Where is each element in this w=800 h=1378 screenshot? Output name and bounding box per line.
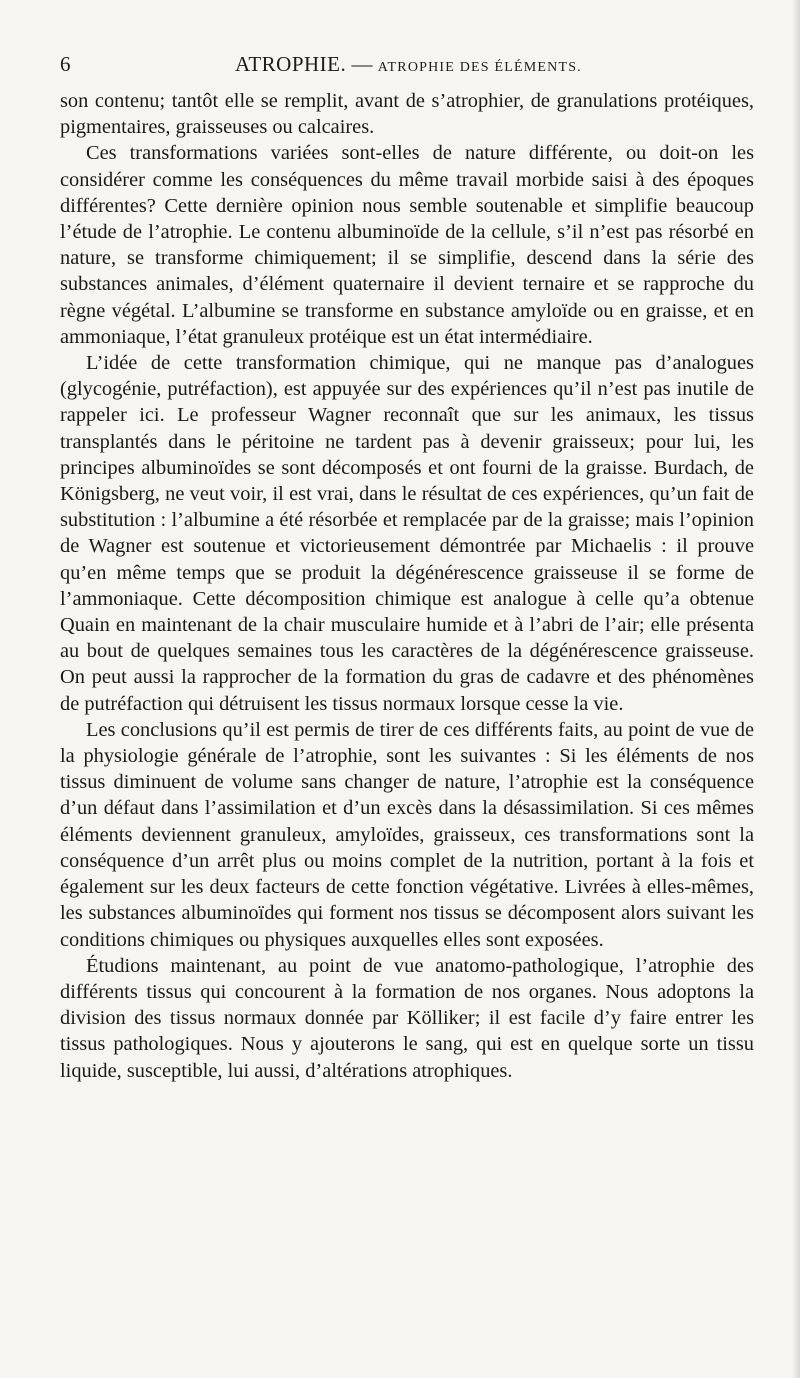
running-head-title: ATROPHIE. [235,52,347,76]
paragraph-3: L’idée de cette transformation chimique, qui ne manque pas d’analogues (glycogénie, putréfaction), est appuyée sur des expériences qu’il n’est pas inutile de rappeler ici. Le professeur Wagner reconnaît que sur les animaux, les tissus transplantés dans le péritoine ne tardent pas à devenir graisseux; pour lui, les principes albuminoïdes se sont décomposés et ont fourni de la graisse. Burdach, de Königsberg, ne veut voir, il est vrai, dans le résultat de ces expériences, qu’un fait de substitution : l’albumine a été résorbée et remplacée par de la graisse; mais l’opinion de Wagner est soutenue et victorieusement démontrée par Michaelis : il prouve qu’en même temps que se produit la dégénérescence graisseuse il se forme de l’ammoniaque. Cette décomposition chimique est analogue à celle qu’a obtenue Quain en maintenant de la chair musculaire humide et à l’abri de l’air; elle présenta au bout de quelques semaines tous les caractères de la dégénérescence graisseuse. On peut aussi la rapprocher de la formation du gras de cadavre et des phénomènes de putréfaction qui détruisent les tissus normaux lorsque cesse la vie. [60,352,754,715]
paragraph-5: Étudions maintenant, au point de vue anatomo-pathologique, l’atrophie des différents tissus qui concourent à la formation de nos organes. Nous adoptons la division des tissus normaux donnée par Kölliker; il est facile d’y faire entrer les tissus pathologiques. Nous y ajouterons le sang, qui est en quelque sorte un tissu liquide, susceptible, lui aussi, d’altérations atrophiques. [60,954,754,1082]
paragraph-1: son contenu; tantôt elle se remplit, avant de s’atrophier, de granulations protéiques, pigmentaires, graisseuses ou calcaires. [60,90,754,139]
paragraph-2: Ces transformations variées sont-elles de nature différente, ou doit-on les considérer comme les conséquences du même travail morbide saisi à des époques différentes? Cette dernière opinion nous semble soutenable et simplifie beaucoup l’étude de l’atrophie. Le contenu albuminoïde de la cellule, s’il n’est pas résorbé en nature, se transforme chimiquement; il se simplifie, descend dans la série des substances animales, d’élément quaternaire il devient ternaire et se rapproche du règne végétal. L’albumine se transforme en substance amyloïde ou en graisse, et en ammoniaque, l’état granuleux protéique est un état intermédiaire. [60,142,754,348]
page-header [60,52,760,82]
running-head-separator: — [351,52,373,76]
running-head [235,52,582,77]
page-number: 6 [60,52,71,76]
page-edge-shadow [792,0,800,1378]
running-head-subtitle: ATROPHIE DES ÉLÉMENTS. [377,60,582,75]
body-text [60,88,754,1084]
paragraph-4: Les conclusions qu’il est permis de tirer de ces différents faits, au point de vue de la physiologie générale de l’atrophie, sont les suivantes : Si les éléments de nos tissus diminuent de volume sans changer de nature, l’atrophie est la conséquence d’un défaut dans l’assimilation et d’un excès dans la désassimilation. Si ces mêmes éléments deviennent granuleux, amyloïdes, graisseux, ces transformations sont la conséquence d’un arrêt plus ou moins complet de la nutrition, portant à la fois et également sur les deux facteurs de cette fonction végétative. Livrées à elles-mêmes, les substances albuminoïdes qui forment nos tissus se décomposent alors suivant les conditions chimiques ou physiques auxquelles elles sont exposées. [60,718,754,951]
